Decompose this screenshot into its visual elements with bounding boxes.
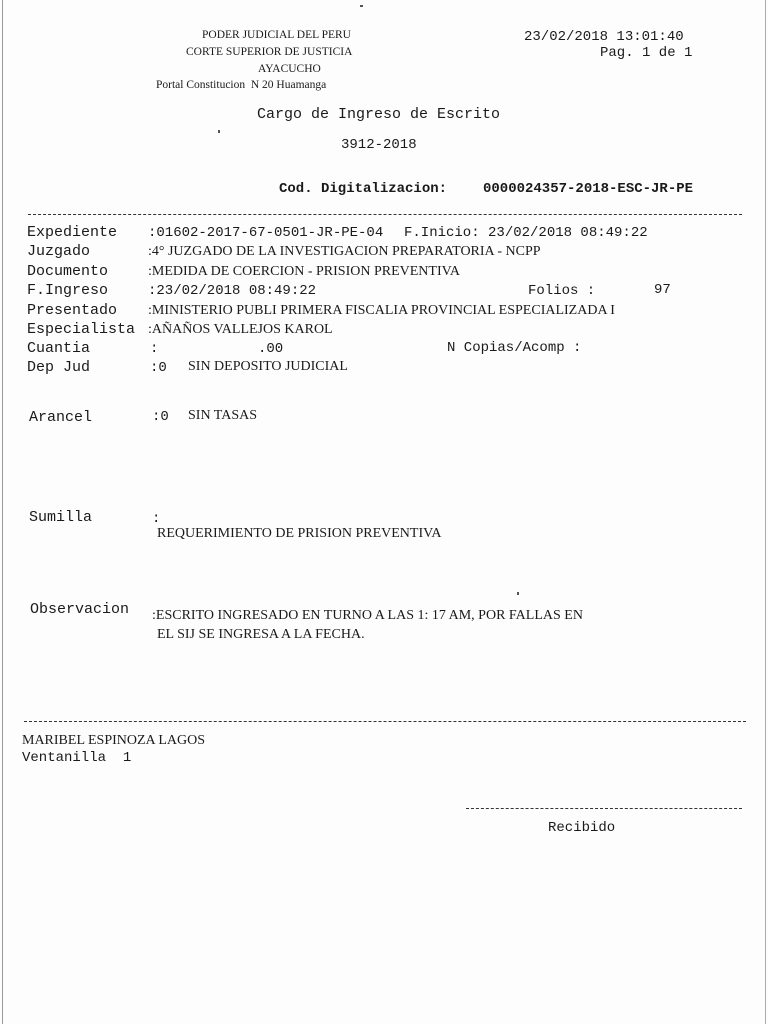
- depjud-value: SIN DEPOSITO JUDICIAL: [188, 359, 348, 374]
- court-address: Portal Constitucion N 20 Huamanga: [156, 79, 327, 91]
- document-number: 3912-2018: [341, 137, 417, 153]
- cuantia-label: Cuantia: [27, 340, 91, 357]
- sumilla-colon: :: [152, 511, 161, 527]
- juzgado-value: :4° JUZGADO DE LA INVESTIGACION PREPARATORIA - NCPP: [148, 244, 541, 259]
- expediente-label: Expediente: [27, 224, 118, 241]
- fecha-inicio: F.Inicio: 23/02/2018 08:49:22: [404, 225, 648, 241]
- page-indicator: Pag. 1 de 1: [600, 45, 693, 61]
- court-name: CORTE SUPERIOR DE JUSTICIA: [186, 46, 353, 58]
- depjud-code: :0: [150, 360, 167, 376]
- expediente-value: :01602-2017-67-0501-JR-PE-04: [148, 225, 384, 241]
- window-number: Ventanilla 1: [22, 750, 132, 766]
- documento-label: Documento: [27, 263, 109, 280]
- documento-value: :MEDIDA DE COERCION - PRISION PREVENTIVA: [148, 264, 461, 279]
- clerk-name: MARIBEL ESPINOZA LAGOS: [22, 733, 206, 748]
- folios-value: 97: [654, 282, 671, 298]
- juzgado-label: Juzgado: [27, 243, 91, 260]
- sumilla-label: Sumilla: [29, 509, 93, 526]
- especialista-label: Especialista: [27, 321, 136, 338]
- scan-speck: [517, 592, 519, 595]
- received-label: Recibido: [548, 820, 616, 836]
- sumilla-value: REQUERIMIENTO DE PRISION PREVENTIVA: [157, 526, 442, 541]
- bottom-divider: [24, 721, 746, 722]
- presentado-label: Presentado: [27, 302, 118, 319]
- scan-speck: [360, 5, 363, 7]
- top-divider: [28, 214, 742, 215]
- institution-name: PODER JUDICIAL DEL PERU: [202, 29, 351, 41]
- cuantia-value: .00: [258, 341, 284, 357]
- depjud-label: Dep Jud: [27, 359, 91, 376]
- arancel-value: SIN TASAS: [188, 408, 258, 423]
- digitalization-code: 0000024357-2018-ESC-JR-PE: [483, 181, 694, 197]
- scan-edge-right: [765, 0, 766, 1024]
- signature-line: [466, 808, 742, 809]
- scan-edge-left: [2, 0, 3, 1024]
- copias-label: N Copias/Acomp :: [447, 340, 582, 356]
- fingreso-value: :23/02/2018 08:49:22: [148, 283, 317, 299]
- arancel-label: Arancel: [29, 409, 93, 426]
- fingreso-label: F.Ingreso: [27, 282, 109, 299]
- document-title: Cargo de Ingreso de Escrito: [257, 106, 501, 123]
- print-datetime: 23/02/2018 13:01:40: [524, 29, 684, 45]
- folios-label: Folios :: [528, 283, 596, 299]
- arancel-code: :0: [152, 409, 169, 425]
- observacion-label: Observacion: [30, 601, 130, 618]
- cuantia-colon: :: [150, 341, 159, 357]
- presentado-value: :MINISTERIO PUBLI PRIMERA FISCALIA PROVINCIAL ESPECIALIZADA I: [148, 303, 615, 318]
- observacion-line1: :ESCRITO INGRESADO EN TURNO A LAS 1: 17 AM, POR FALLAS EN: [152, 608, 583, 623]
- district-name: AYACUCHO: [258, 63, 321, 75]
- digitalization-label: Cod. Digitalizacion:: [279, 181, 448, 197]
- scan-speck: [218, 130, 220, 133]
- especialista-value: :AÑAÑOS VALLEJOS KAROL: [148, 322, 333, 337]
- observacion-line2: EL SIJ SE INGRESA A LA FECHA.: [157, 627, 365, 642]
